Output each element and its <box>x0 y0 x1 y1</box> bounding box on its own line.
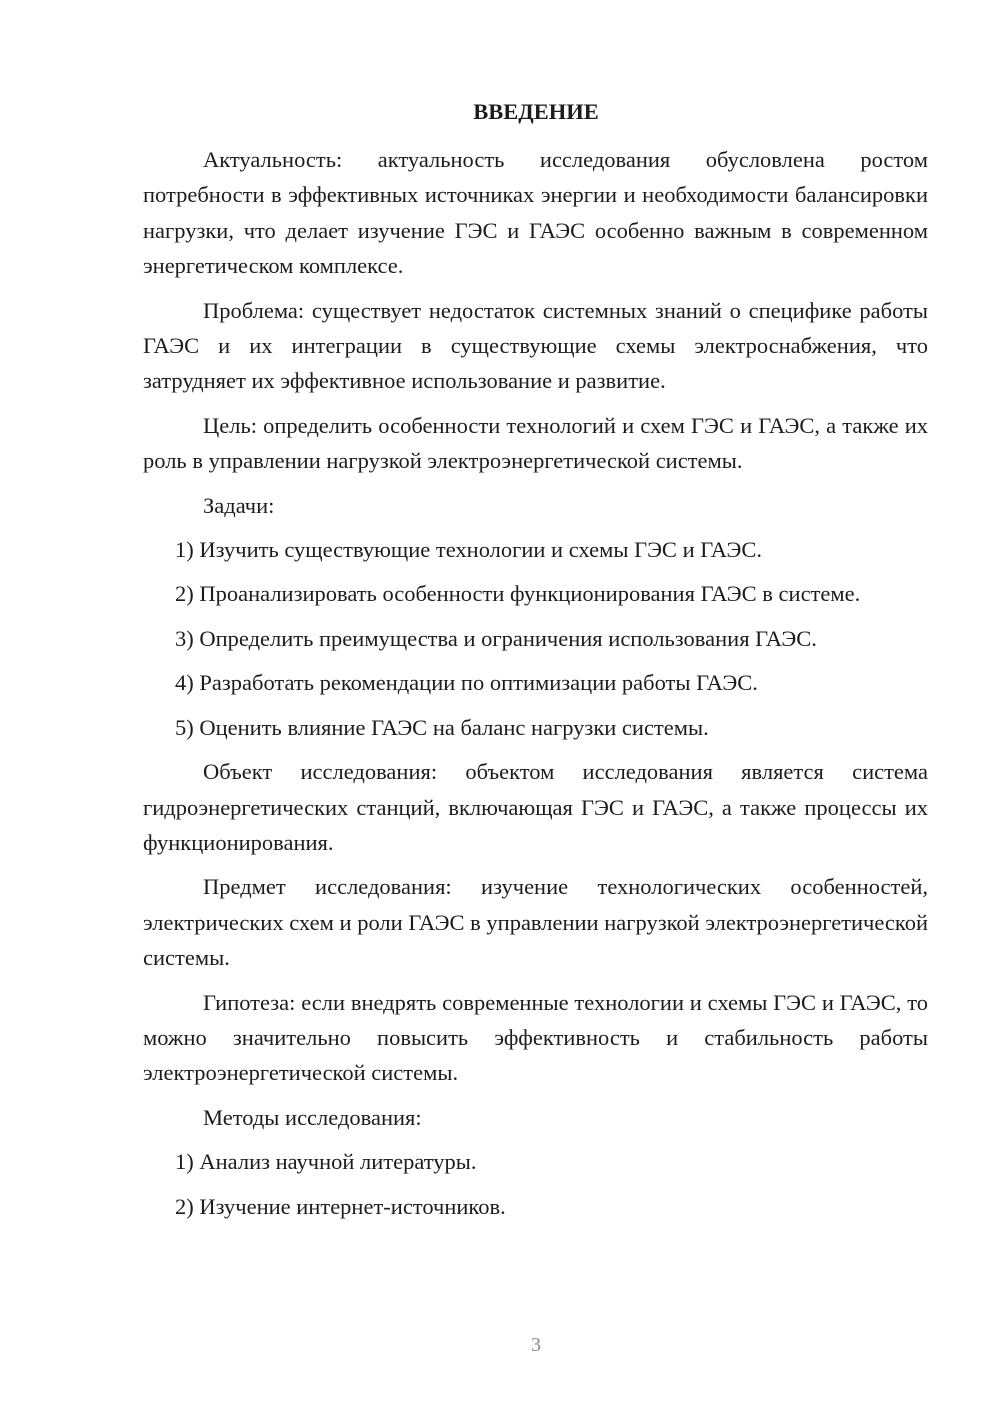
paragraph-goal: Цель: определить особенности технологий и схем ГЭС и ГАЭС, а также их роль в управлении нагрузкой электроэнергетической системы. <box>143 412 928 474</box>
task-item: 5) Оценить влияние ГАЭС на баланс нагрузки системы. <box>175 714 709 740</box>
method-item: 2) Изучение интернет-источников. <box>175 1193 506 1219</box>
task-item: 3) Определить преимущества и ограничения использования ГАЭС. <box>175 625 817 651</box>
paragraph-problem: Проблема: существует недостаток системных знаний о специфике работы ГАЭС и их интеграции в существующие схемы электроснабжения, что затрудняет их эффективное использование и развитие. <box>143 297 928 394</box>
document-body <box>143 142 928 1233</box>
paragraph-methods-heading: Методы исследования: <box>203 1104 422 1130</box>
paragraph-tasks-heading: Задачи: <box>203 492 275 518</box>
task-item: 1) Изучить существующие технологии и схемы ГЭС и ГАЭС. <box>175 537 762 563</box>
method-item: 1) Анализ научной литературы. <box>175 1149 477 1175</box>
section-title: ВВЕДЕНИЕ <box>473 99 599 124</box>
paragraph-hypothesis: Гипотеза: если внедрять современные технологии и схемы ГЭС и ГАЭС, то можно значительно повысить эффективность и стабильность работы электроэнергетической системы. <box>143 989 928 1086</box>
page-number: 3 <box>531 1334 541 1356</box>
task-item: 4) Разработать рекомендации по оптимизации работы ГАЭС. <box>175 670 758 696</box>
paragraph-relevance: Актуальность: актуальность исследования обусловлена ростом потребности в эффективных источниках энергии и необходимости балансировки нагрузки, что делает изучение ГЭС и ГАЭС особенно важным в современном энергетическом комплексе. <box>143 147 928 279</box>
paragraph-object: Объект исследования: объектом исследования является система гидроэнергетических станций, включающая ГЭС и ГАЭС, а также процессы их функционирования. <box>143 759 928 855</box>
paragraph-subject: Предмет исследования: изучение технологических особенностей, электрических схем и роли ГАЭС в управлении нагрузкой электроэнергетической системы. <box>143 874 928 971</box>
task-item: 2) Проанализировать особенности функционирования ГАЭС в системе. <box>175 581 861 607</box>
